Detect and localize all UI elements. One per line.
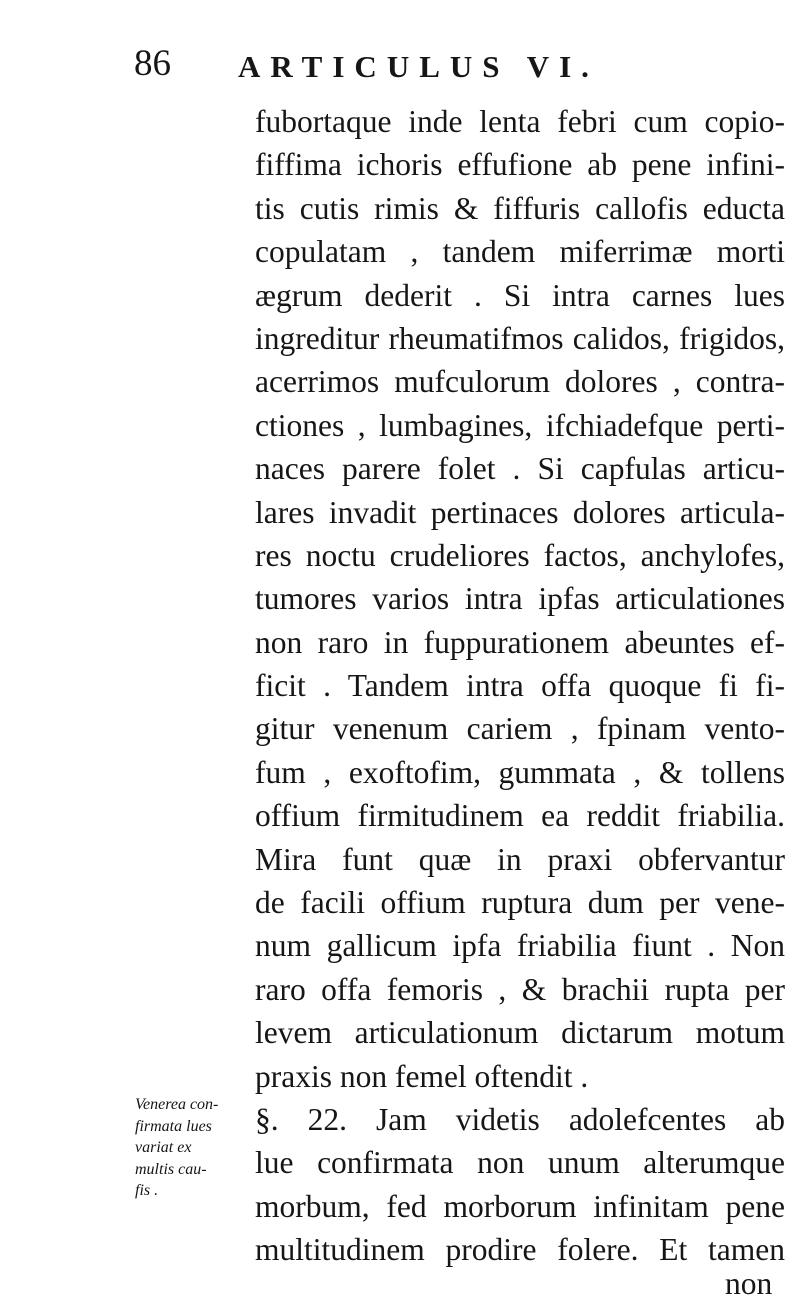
text-line: Mira funt quæ in praxi obfervantur	[255, 841, 785, 877]
catchword: non	[725, 1266, 773, 1301]
margin-note-line: multis cau-	[135, 1160, 207, 1178]
paragraph-end-line: praxis non femel oftendit .	[255, 1058, 589, 1094]
page-header	[0, 38, 800, 88]
margin-note-line: Venerea con-	[135, 1096, 219, 1113]
text-line: raro offa femoris , & brachii rupta per	[255, 971, 785, 1007]
margin-note-line: firmata lues	[135, 1117, 212, 1135]
margin-note	[135, 1094, 260, 1202]
text-line: copulatam , tandem miferrimæ morti	[255, 234, 785, 270]
text-line: levem articulationum dictarum motum	[255, 1015, 785, 1051]
text-line: acerrimos mufculorum dolores , contra-	[255, 364, 785, 400]
text-line: ægrum dederit . Si intra carnes lues	[255, 277, 785, 313]
running-title: ARTICULUS VI.	[238, 49, 599, 84]
text-line: ingreditur rheumatifmos calidos, frigidos,	[255, 320, 785, 356]
text-line: lue confirmata non unum alterumque	[255, 1145, 785, 1181]
text-line: naces parere folet . Si capfulas articu-	[255, 451, 785, 487]
text-line: non raro in fuppurationem abeuntes ef-	[255, 624, 785, 660]
text-line: de facili offium ruptura dum per vene-	[255, 885, 785, 921]
text-line: ficit . Tandem intra offa quoque fi fi-	[255, 668, 785, 704]
margin-note-line: variat ex	[135, 1139, 192, 1156]
text-line: num gallicum ipfa friabilia fiunt . Non	[255, 928, 785, 964]
text-line: ctiones , lumbagines, ifchiadefque perti-	[255, 407, 785, 443]
text-line: multitudinem prodire folere. Et tamen	[255, 1232, 785, 1268]
text-line: fubortaque inde lenta febri cum copio-	[255, 104, 785, 139]
text-line: tis cutis rimis & fiffuris callofis educta	[255, 190, 785, 226]
text-line: fiffima ichoris effufione ab pene infini-	[255, 147, 785, 183]
text-line: tumores varios intra ipfas articulationes	[255, 581, 785, 617]
text-line: fum , exoftofim, gummata , & tollens	[255, 754, 785, 790]
text-line: offium firmitudinem ea reddit friabilia.	[255, 798, 785, 834]
body-text	[255, 100, 785, 1272]
text-line: morbum, fed morborum infinitam pene	[255, 1188, 785, 1224]
text-line: gitur venenum cariem , fpinam vento-	[255, 711, 785, 747]
page-number: 86	[134, 43, 171, 84]
text-line: res noctu crudeliores factos, anchylofes,	[255, 537, 785, 573]
margin-note-line: fis .	[135, 1182, 159, 1199]
section-start-line: §. 22. Jam videtis adolefcentes ab	[255, 1101, 785, 1137]
text-line: lares invadit pertinaces dolores articula-	[255, 494, 785, 530]
